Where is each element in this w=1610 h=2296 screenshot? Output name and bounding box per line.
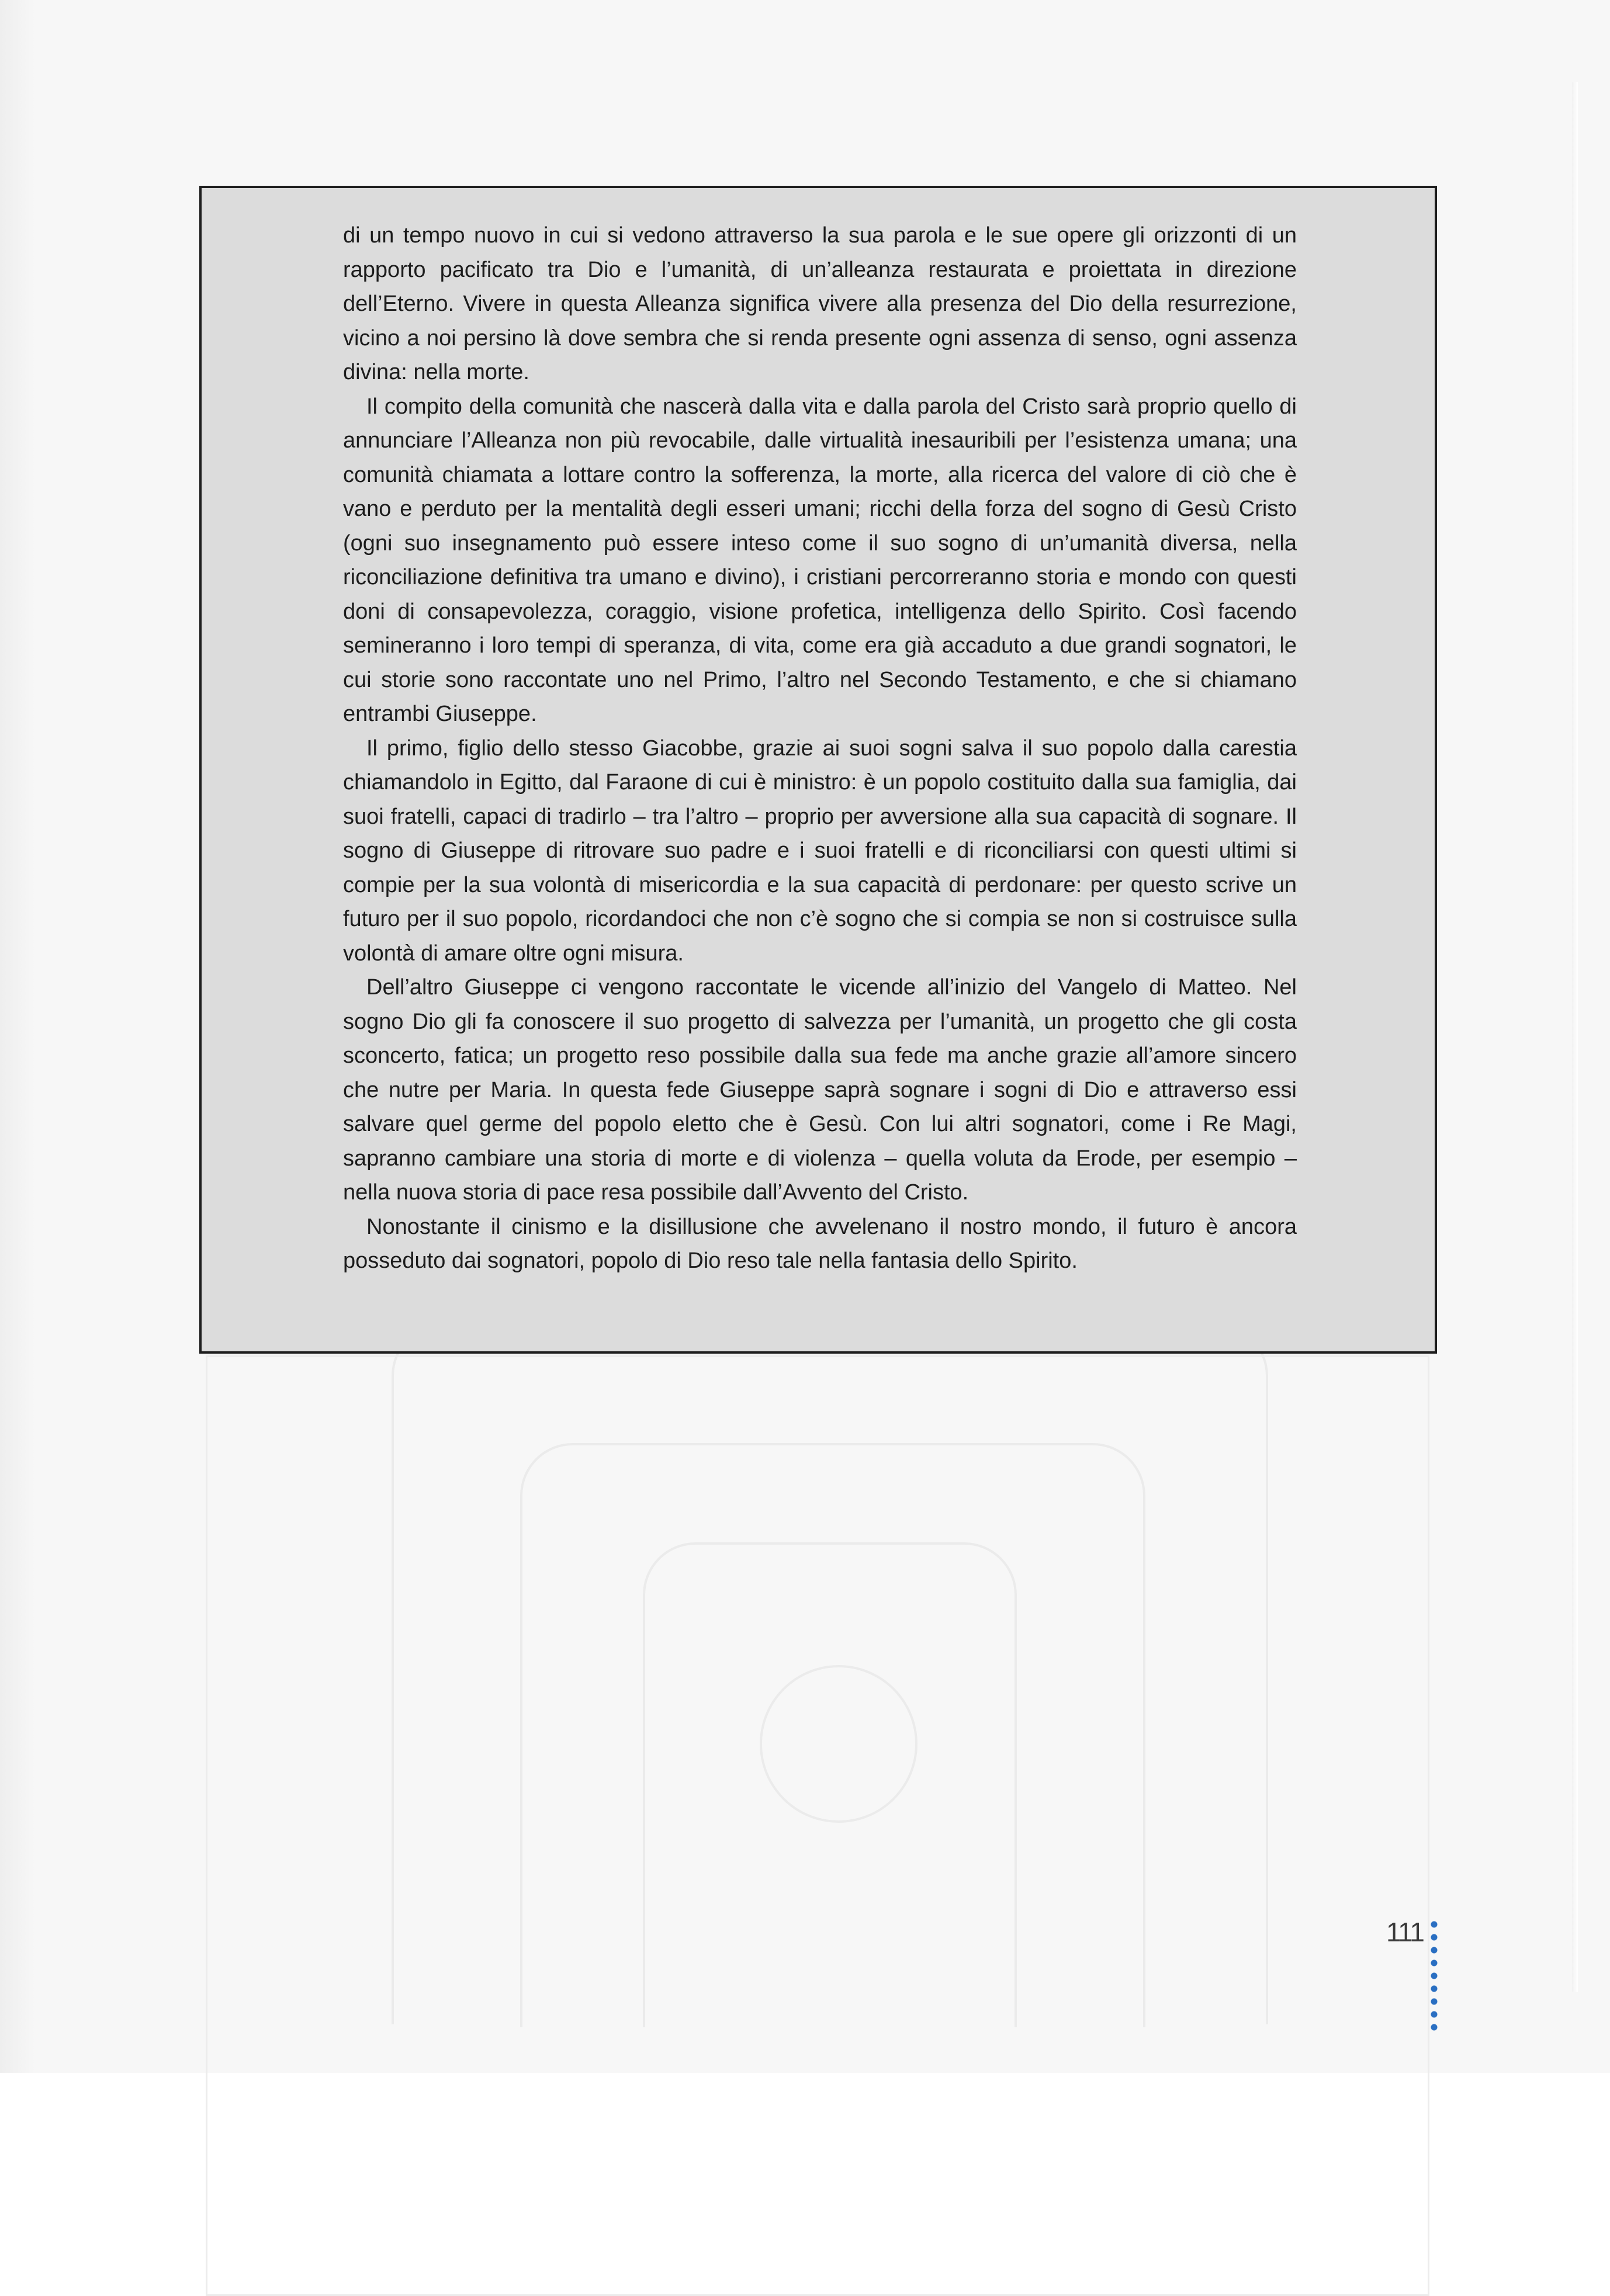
bleed-through-circle xyxy=(760,1665,917,1823)
page-number: 111 xyxy=(1386,1917,1424,1947)
article-body xyxy=(343,218,1297,1278)
dotted-ornament-icon xyxy=(1430,1918,1438,2035)
page-edge xyxy=(1572,82,1578,1992)
paragraph-4: Dell’altro Giuseppe ci vengono raccontate le vicende all’inizio del Vangelo di Matteo. Nel sogno Dio gli fa conoscere il suo progetto di salvezza per l’umanità, un progetto che gli costa sconcerto, fatica; un progetto reso possibile dalla sua fede ma anche grazie all’amore sincero che nutre per Maria. In questa fede Giuseppe saprà sognare i sogni di Dio e attraverso essi salvare quel germe del popolo eletto che è Gesù. Con lui altri sognatori, come i Re Magi, sapranno cambiare una storia di morte e di violenza – quella voluta da Erode, per esempio – nella nuova storia di pace resa possibile dall’Avvento del Cristo. xyxy=(343,975,1297,1205)
paragraph-3: Il primo, figlio dello stesso Giacobbe, grazie ai suoi sogni salva il suo popolo dalla carestia chiamandolo in Egitto, dal Faraone di cui è ministro: è un popolo costituito dalla sua famiglia, dai suoi fratelli, capaci di tradirlo – tra l’altro – proprio per avversione alla sua capacità di sognare. Il sogno di Giuseppe di ritrovare suo padre e i suoi fratelli e di riconciliarsi con questi ultimi si compie per la sua volontà di misericordia e la sua capacità di perdonare: per questo scrive un futuro per il suo popolo, ricordandoci che non c’è sogno che si compia se non si costruisce sulla volontà di amare oltre ogni misura. xyxy=(343,736,1297,966)
paragraph-2: Il compito della comunità che nascerà dalla vita e dalla parola del Cristo sarà proprio quello di annunciare l’Alleanza non più revocabile, dalle virtualità inesauribili per l’esistenza umana; una comunità chiamata a lottare contro la sofferenza, la morte, alla ricerca del valore di ciò che è vano e perduto per la mentalità degli esseri umani; ricchi della forza del sogno di Gesù Cristo (ogni suo insegnamento può essere inteso come il suo sogno di un’umanità diversa, nella riconciliazione definitiva tra umano e divino), i cristiani percorreranno storia e mondo con questi doni di consapevolezza, coraggio, visione profetica, intelligenza dello Spirito. Così facendo semineranno i loro tempi di speranza, di vita, come era già accaduto a due grandi sognatori, le cui storie sono raccontate uno nel Primo, l’altro nel Secondo Testamento, e che si chiamano entrambi Giuseppe. xyxy=(343,394,1297,726)
spine-shadow xyxy=(0,0,35,2073)
paragraph-5: Nonostante il cinismo e la disillusione che avvelenano il nostro mondo, il futuro è ancora posseduto dai sognatori, popolo di Dio reso tale nella fantasia dello Spirito. xyxy=(343,1214,1297,1273)
paragraph-1: di un tempo nuovo in cui si vedono attraverso la sua parola e le sue opere gli orizzonti di un rapporto pacificato tra Dio e l’umanità, di un’alleanza restaurata e proiettata in direzione dell’Eterno. Vivere in questa Alleanza significa vivere alla presenza del Dio della resurrezione, vicino a noi persino là dove sembra che si renda presente ogni assenza di senso, ogni assenza divina: nella morte. xyxy=(343,223,1297,384)
article-text-box xyxy=(199,186,1437,1354)
